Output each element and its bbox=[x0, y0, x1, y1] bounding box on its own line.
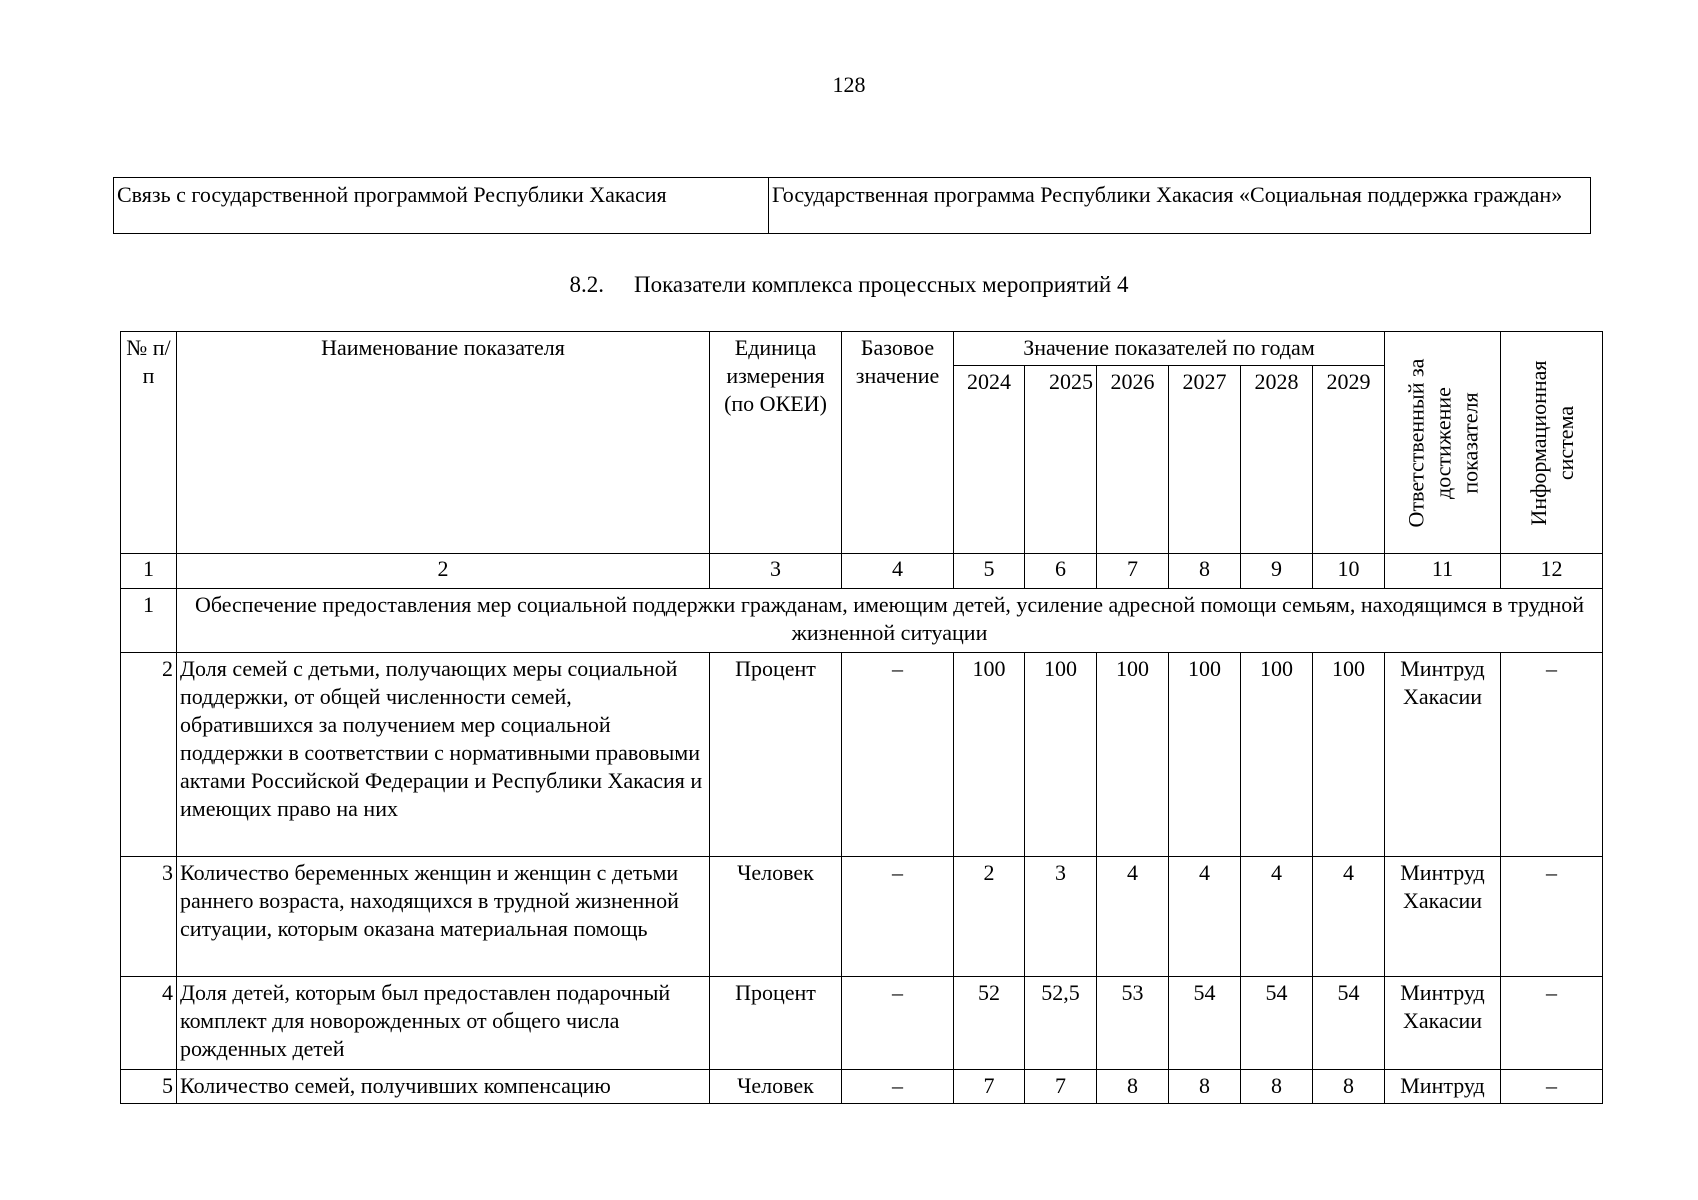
row-value-2026: 53 bbox=[1097, 977, 1169, 1070]
row-responsible: Минтруд Хакасии bbox=[1385, 857, 1501, 977]
section-title bbox=[0, 272, 1698, 298]
row-responsible: Минтруд Хакасии bbox=[1385, 977, 1501, 1070]
header-years-group: Значение показателей по годам bbox=[954, 332, 1385, 366]
row-name: Доля семей с детьми, получающих меры социальной поддержки, от общей численности семей, обратившихся за получением мер социальной поддержки в соответствии с нормативными правовыми актами Российской Федерации и Республики Хакасия и имеющих право на них bbox=[177, 653, 710, 857]
row-base: – bbox=[842, 977, 954, 1070]
header-num: № п/п bbox=[121, 332, 177, 554]
row-base: – bbox=[842, 857, 954, 977]
col-number: 12 bbox=[1501, 554, 1603, 589]
row-unit: Человек bbox=[710, 1070, 842, 1104]
indicators-table bbox=[120, 331, 1603, 1104]
col-number: 5 bbox=[954, 554, 1025, 589]
row-responsible: Минтруд bbox=[1385, 1070, 1501, 1104]
row-value-2024: 7 bbox=[954, 1070, 1025, 1104]
header-unit: Единица измерения (по ОКЕИ) bbox=[710, 332, 842, 554]
program-link-value: Государственная программа Республики Хакасия «Социальная поддержка граждан» bbox=[769, 178, 1591, 234]
header-year-2027: 2027 bbox=[1169, 366, 1241, 554]
row-value-2025: 7 bbox=[1025, 1070, 1097, 1104]
table-row bbox=[121, 857, 1603, 977]
row-value-2024: 100 bbox=[954, 653, 1025, 857]
col-number: 9 bbox=[1241, 554, 1313, 589]
row-value-2029: 54 bbox=[1313, 977, 1385, 1070]
row-value-2029: 4 bbox=[1313, 857, 1385, 977]
section-number: 8.2. bbox=[569, 272, 604, 297]
header-year-2029: 2029 bbox=[1313, 366, 1385, 554]
header-year-2026: 2026 bbox=[1097, 366, 1169, 554]
col-number: 7 bbox=[1097, 554, 1169, 589]
row-base: – bbox=[842, 653, 954, 857]
row-base: – bbox=[842, 1070, 954, 1104]
goal-row bbox=[121, 589, 1603, 653]
table-row bbox=[121, 653, 1603, 857]
section-title-text: Показатели комплекса процессных мероприятий 4 bbox=[633, 272, 1129, 297]
row-value-2025: 3 bbox=[1025, 857, 1097, 977]
table-row bbox=[121, 1070, 1603, 1104]
header-year-2024: 2024 bbox=[954, 366, 1025, 554]
row-info-system: – bbox=[1501, 653, 1603, 857]
col-number: 11 bbox=[1385, 554, 1501, 589]
col-number: 6 bbox=[1025, 554, 1097, 589]
row-unit: Процент bbox=[710, 977, 842, 1070]
col-number: 4 bbox=[842, 554, 954, 589]
row-value-2027: 54 bbox=[1169, 977, 1241, 1070]
row-info-system: – bbox=[1501, 977, 1603, 1070]
row-value-2025: 100 bbox=[1025, 653, 1097, 857]
row-value-2024: 2 bbox=[954, 857, 1025, 977]
col-number: 1 bbox=[121, 554, 177, 589]
row-num: 5 bbox=[121, 1070, 177, 1104]
row-info-system: – bbox=[1501, 857, 1603, 977]
row-value-2028: 54 bbox=[1241, 977, 1313, 1070]
row-name: Количество семей, получивших компенсацию bbox=[177, 1070, 710, 1104]
row-value-2026: 4 bbox=[1097, 857, 1169, 977]
row-value-2028: 4 bbox=[1241, 857, 1313, 977]
header-base: Базовое значение bbox=[842, 332, 954, 554]
program-link-label: Связь с государственной программой Республики Хакасия bbox=[114, 178, 769, 234]
header-name: Наименование показателя bbox=[177, 332, 710, 554]
col-number: 3 bbox=[710, 554, 842, 589]
row-value-2027: 100 bbox=[1169, 653, 1241, 857]
row-value-2024: 52 bbox=[954, 977, 1025, 1070]
row-unit: Процент bbox=[710, 653, 842, 857]
goal-num: 1 bbox=[121, 589, 177, 653]
page-number: 128 bbox=[832, 72, 866, 97]
row-value-2027: 8 bbox=[1169, 1070, 1241, 1104]
header-year-2028: 2028 bbox=[1241, 366, 1313, 554]
row-name: Количество беременных женщин и женщин с детьми раннего возраста, находящихся в трудной жизненной ситуации, которым оказана материальная помощь bbox=[177, 857, 710, 977]
row-num: 4 bbox=[121, 977, 177, 1070]
row-num: 3 bbox=[121, 857, 177, 977]
row-responsible: Минтруд Хакасии bbox=[1385, 653, 1501, 857]
row-unit: Человек bbox=[710, 857, 842, 977]
header-responsible: Ответственный за достижение показателя bbox=[1385, 332, 1501, 554]
row-value-2027: 4 bbox=[1169, 857, 1241, 977]
column-numbers-row bbox=[121, 554, 1603, 589]
row-name: Доля детей, которым был предоставлен подарочный комплект для новорожденных от общего числа рожденных детей bbox=[177, 977, 710, 1070]
col-number: 2 bbox=[177, 554, 710, 589]
header-year-2025: 2025 bbox=[1025, 366, 1097, 554]
table-row bbox=[121, 977, 1603, 1070]
row-value-2026: 8 bbox=[1097, 1070, 1169, 1104]
row-value-2029: 8 bbox=[1313, 1070, 1385, 1104]
row-value-2028: 100 bbox=[1241, 653, 1313, 857]
header-row-1 bbox=[121, 332, 1603, 366]
col-number: 10 bbox=[1313, 554, 1385, 589]
row-value-2025: 52,5 bbox=[1025, 977, 1097, 1070]
row-num: 2 bbox=[121, 653, 177, 857]
row-value-2026: 100 bbox=[1097, 653, 1169, 857]
col-number: 8 bbox=[1169, 554, 1241, 589]
header-info-system: Информационная система bbox=[1501, 332, 1603, 554]
row-value-2028: 8 bbox=[1241, 1070, 1313, 1104]
row-value-2029: 100 bbox=[1313, 653, 1385, 857]
row-info-system: – bbox=[1501, 1070, 1603, 1104]
goal-text: Обеспечение предоставления мер социальной поддержки гражданам, имеющим детей, усиление адресной помощи семьям, находящимся в трудной жизненной ситуации bbox=[177, 589, 1603, 653]
program-link-table bbox=[113, 177, 1591, 234]
